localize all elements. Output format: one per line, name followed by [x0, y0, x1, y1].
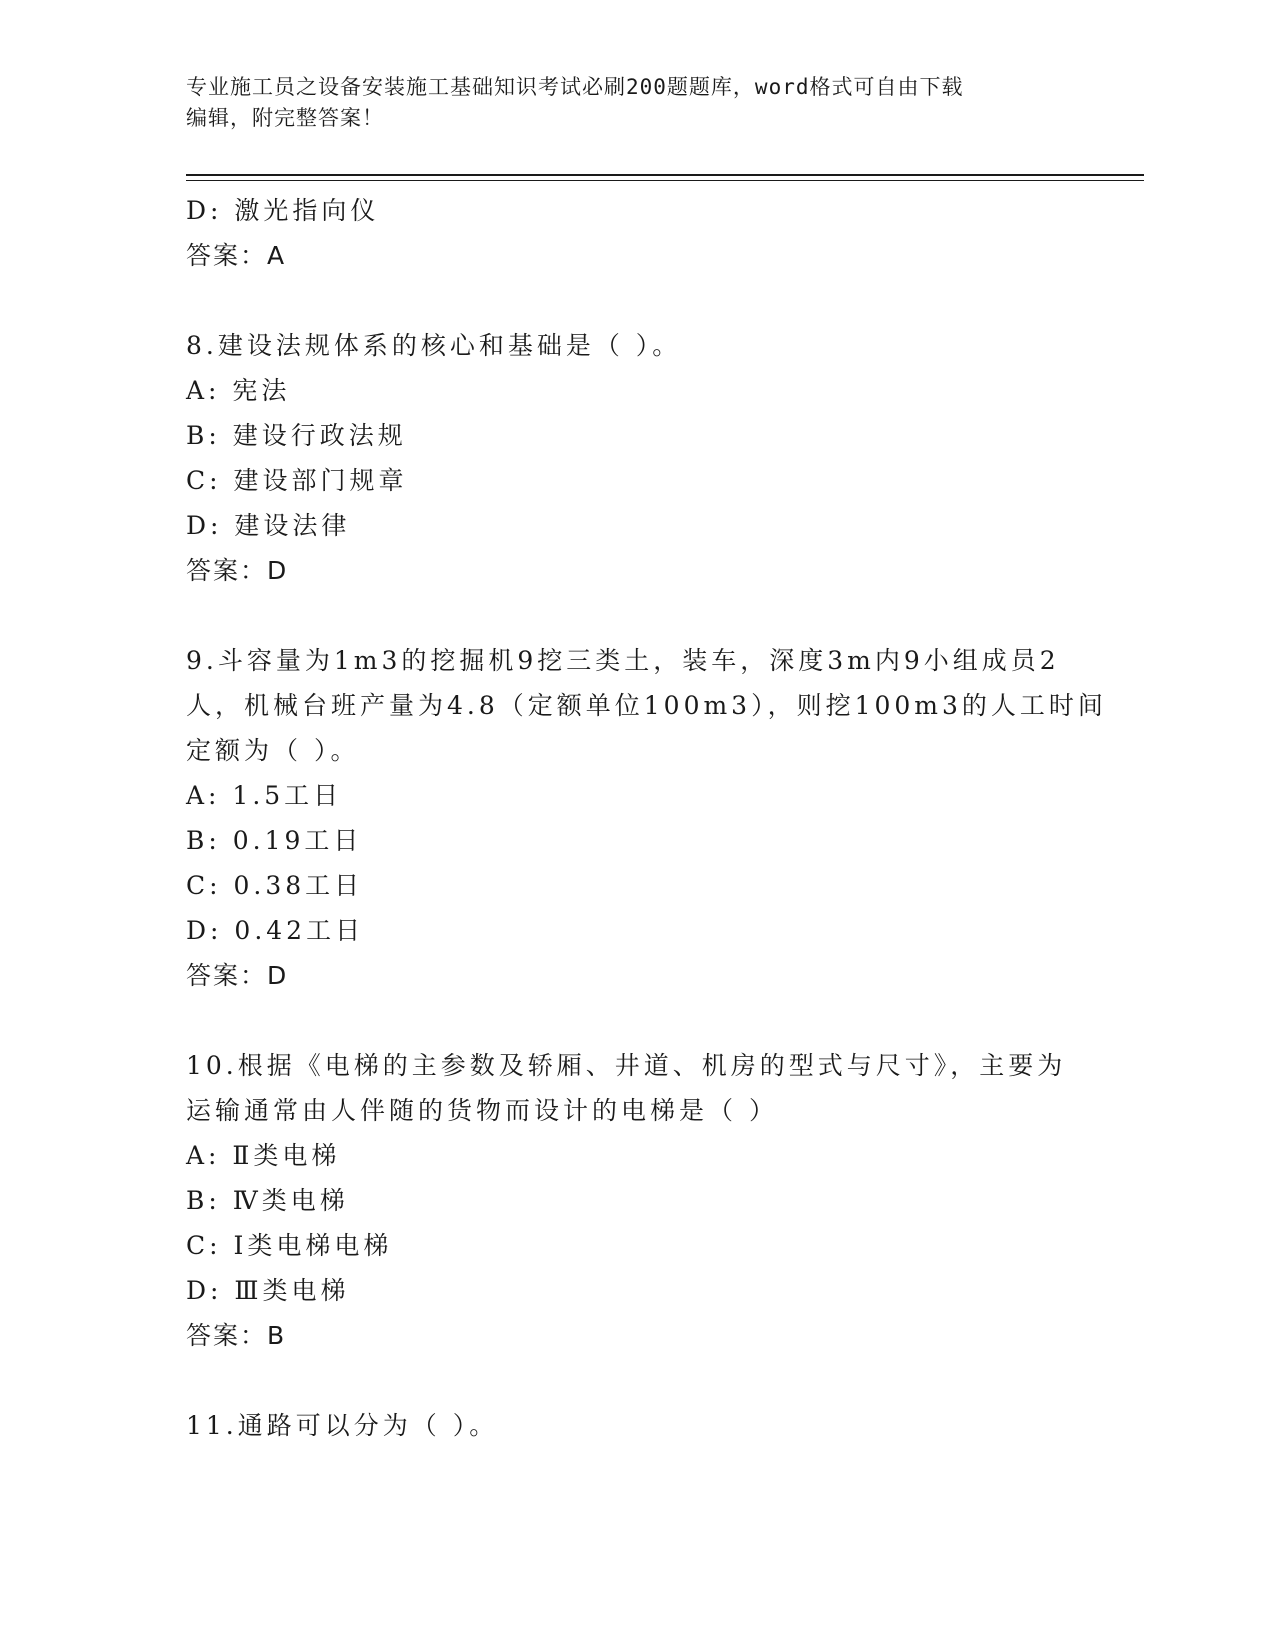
question-stem-line-2: 人，机械台班产量为4.8（定额单位100m3），则挖100m3的人工时间 — [186, 691, 1107, 720]
option-b: B: 建设行政法规 — [186, 421, 407, 450]
option-c: C: Ⅰ类电梯电梯 — [186, 1231, 393, 1260]
option-d: D: Ⅲ类电梯 — [186, 1276, 350, 1305]
option-d: D: 建设法律 — [186, 511, 351, 540]
option-a: A: 1.5工日 — [186, 781, 343, 810]
question-9 — [186, 638, 1107, 998]
answer-line: 答案：D — [186, 556, 289, 585]
question-8 — [186, 323, 1066, 593]
option-c: C: 0.38工日 — [186, 871, 364, 900]
option-d: D: 0.42工日 — [186, 916, 365, 945]
document-header — [186, 72, 1066, 134]
question-stem: 11.通路可以分为（ ）。 — [186, 1411, 499, 1440]
option-a: A: 宪法 — [186, 376, 291, 405]
question-10 — [186, 1043, 1066, 1358]
answer-line: 答案：A — [186, 241, 287, 270]
document-body — [186, 188, 1107, 1448]
header-divider-thick — [186, 174, 1144, 176]
option-b: B: 0.19工日 — [186, 826, 363, 855]
question-stem-line-2: 运输通常由人伴随的货物而设计的电梯是（ ） — [186, 1096, 778, 1125]
header-title-line-1: 专业施工员之设备安装施工基础知识考试必刷200题题库，word格式可自由下载 — [186, 75, 964, 99]
question-stem-line-3: 定额为（ ）。 — [186, 736, 360, 765]
question-11 — [186, 1403, 1066, 1448]
question-stem: 8.建设法规体系的核心和基础是（ ）。 — [186, 331, 682, 360]
header-title-line-2: 编辑，附完整答案！ — [186, 106, 384, 130]
option-d: D: 激光指向仪 — [186, 196, 380, 225]
question-stem-line-1: 10.根据《电梯的主参数及轿厢、井道、机房的型式与尺寸》，主要为 — [186, 1051, 1067, 1080]
answer-line: 答案：B — [186, 1321, 287, 1350]
option-a: A: Ⅱ类电梯 — [186, 1141, 341, 1170]
answer-line: 答案：D — [186, 961, 289, 990]
previous-question-tail — [186, 188, 1066, 278]
option-c: C: 建设部门规章 — [186, 466, 408, 495]
option-b: B: Ⅳ类电梯 — [186, 1186, 349, 1215]
question-stem-line-1: 9.斗容量为1m3的挖掘机9挖三类土，装车，深度3m内9小组成员2 — [186, 646, 1060, 675]
header-divider-thin — [186, 180, 1144, 181]
